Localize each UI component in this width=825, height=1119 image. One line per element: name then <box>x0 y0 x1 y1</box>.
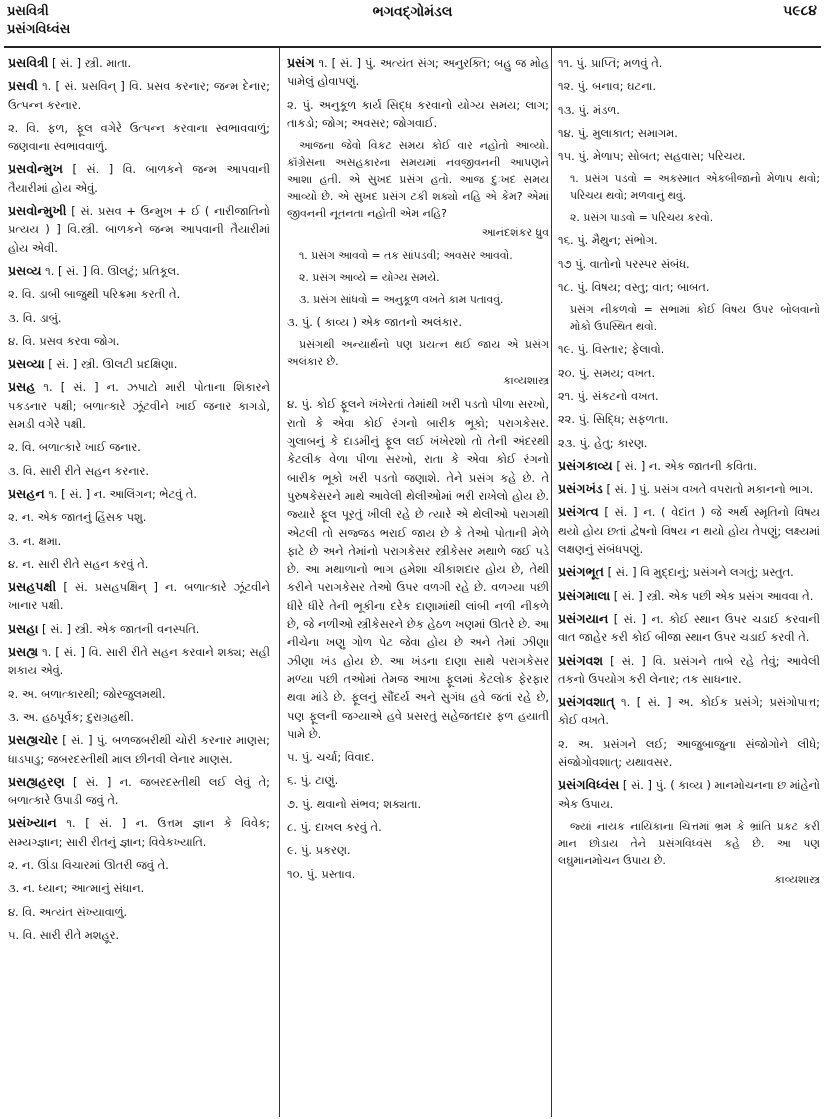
sense <box>8 119 270 156</box>
headword: પ્રસંગમાલા <box>558 587 611 603</box>
entry <box>8 355 270 373</box>
definition: [ સં. ] સ્ત્રી. એક પછી એક પ્રસંગ આવવા તે. <box>610 588 814 603</box>
entry <box>8 578 270 615</box>
headword: પ્રસંગવશાત્ <box>558 694 615 710</box>
column-divider-2 <box>551 48 552 1117</box>
definition: [ સં. ] ન. જબરદસ્તીથી લઈ લેવું તે; બળાત્કારે ઉપાડી જવું તે. <box>8 774 270 808</box>
headword: પ્રસવોન્મુખી <box>8 203 67 219</box>
definition: ૨. અ. પ્રસંગને લઈ; આજુબાજુના સંજોગોને લીધે; સંજોગોવશાત્; યથાવસર. <box>558 736 820 770</box>
headword: પ્રસહ્યચોર <box>8 732 58 748</box>
definition: ૪. વિ. અત્યંત સંખ્યાવાળું. <box>8 904 128 919</box>
sense <box>558 735 820 772</box>
headword: પ્રસંગત્વ <box>558 504 599 520</box>
entry <box>8 378 270 433</box>
definition: [ સં. ] ન. એક જાતની કવિતા. <box>612 458 758 473</box>
sense: ૭. પું. થવાનો સંભવ; શક્યતા. <box>287 796 422 811</box>
definition: ૨. વિ. ડાબી બાજુથી પરિક્રમા કરતી તે. <box>8 287 181 302</box>
usage: ૨. પ્રસંગ પાડવો = પરિચય કરવો. <box>570 211 714 225</box>
usage: ૨. પ્રસંગ આવ્યે = યોગ્ય સમયે. <box>299 271 440 285</box>
headword: પ્રસવિત્રી <box>8 55 49 70</box>
definition: ૨. ન. ઊંડા વિચારમાં ઊતરી જવું તે. <box>8 857 169 872</box>
headword: પ્રસંગભૂત <box>558 564 604 580</box>
sense: ૧૩. પું. મંડળ. <box>558 102 620 117</box>
entry <box>8 262 270 280</box>
quotation: જ્યાં નાયક નાયિકાના ચિત્તમાં ભ્રમ કે ભ્રાંતિ પ્રકટ કરી માન છોડાય તેને પ્રસંગવિધ્વંસ કહે છે. આ પણ લઘુમાનમોચન ઉપાય છે. <box>558 819 820 867</box>
definition: ૩. વિ. સારી રીતે સહન કરનાર. <box>8 463 149 478</box>
definition: [ સં. ] પું. બળજબરીથી ચોરી કરનાર માણસ; ધાડપાડુ; જબરદસ્તીથી માલ છીનવી લેનાર માણસ. <box>8 733 270 766</box>
usage: ૧. પ્રસંગ આવવો = તક સાંપડવી; અવસર આવવો. <box>299 249 513 263</box>
sense <box>8 903 270 921</box>
sense: ૪. પું. કોઈ ફૂલને ખંખેરતાં તેમાંથી ખરી પડતો પીળા સરખો, રાતો કે એવા કોઈ રંગનો બારીક ભૂકો; પરાગકેસર. ગુલાબનું કે દાડમીનું ફૂલ લઈ ખંખેરશો તો તેની અંદરથી કેટલીક વેળા પીળા સરખો, રાતા કે એવા કોઈ રંગનો બારીક ભૂકો ખરી પડતો જણાશે. તેને પ્રસંગ કહે છે. તે પુરુષકેસરને માથે આવેલી થેલીઓમાં ભરી રાખેલો હોય છે. જ્યારે ફૂલ પૂરતું ખીલી રહે છે ત્યારે એ થેલીઓ પરાગથી એટલી તો સજ્જડ ભરાઈ જાય છે કે તેઓ પોતાની મેળે ફાટે છે અને તેમાંનો પરાગકેસર સ્ત્રીકેસર મથાળે જઈ પડે છે. આ મથાળાનો ભાગ હમેશા ચીકાશદાર હોય છે, તેથી કરીને પરાગકેસર તેઓ ઉપર વળગી રહે છે. વળગ્યા પછી ધીરે ધીરે તેની ભૂકીના દરેક દાણામાંથી લાંબી નળી નીકળે છે, જે નળીઓ સ્ત્રીકેસરને છેક હેઠળ ખણમાં ઊતરે છે. આ નીચેના ખણુ ગોળ પેટ જેવા હોય છે અને તેમાં ઝીણા ઝીણા ખંડ હોય છે. આ ખંડના દાણા સાથે પરાગકેસર મળ્યા પછી તઓમાં તેમજ આખા ફૂલમાં કેટલોક ફેરફાર થવા માંડે છે. ફૂલનું સૌંદર્ય અને સુગંધ હવે જતાં રહે છે, પણ ફૂલની જગ્યાએ હવે પ્રસરતું સહેજતદાર ફળ હયાતી પામે છે. <box>287 397 549 741</box>
headword: પ્રસવી <box>8 78 38 94</box>
entry <box>8 643 270 680</box>
sense: ૧૫. પું. મેળાપ; સોબત; સહવાસ; પરિચય. <box>558 149 746 164</box>
column-2 <box>287 54 549 1115</box>
quotation: આજના જેવો વિકટ સમય કોઈ વાર નહોતો આવ્યો. કૉંગ્રેસના અસહકારના સમયમાં નવજીવનની આપણને આશા હતી. એ સુખદ પ્રસંગ હતો. આજ દુઃખદ સમય આવ્યો છે. એ સુખદ પ્રસંગ ટકી શક્યો નહિ એ કેમ? એમાં જીવનની નૂતનતા નહોતી એમ નહિ? <box>287 139 549 221</box>
sense: ૩. પું. ( કાવ્ય ) એક જાતનો અલંકાર. <box>287 315 462 330</box>
definition: ૧. [ સં. ] અ. કોઈક પ્રસંગે; પ્રસંગોપાત્ત; કોઈ વખતે. <box>558 695 820 728</box>
sense-list <box>558 54 820 165</box>
entry <box>8 620 270 638</box>
sense <box>8 438 270 456</box>
entry <box>558 652 820 689</box>
sense <box>8 462 270 480</box>
sense: ૨૨. પું. સિદ્ધિ; સફળતા. <box>558 412 669 427</box>
column-1 <box>8 54 270 1115</box>
headword: પ્રસંગવશ <box>558 652 604 668</box>
entry <box>558 480 820 498</box>
sense: ૬. પું. ટાણું. <box>287 773 339 788</box>
header-title: ભગવદ્ગોમંડલ <box>372 4 453 20</box>
definition: [ સં. ] ન. કોઈ સ્થાન ઉપર ચડાઈ કરવાની વાત જાહેર કરી કોઈ બીજા સ્થાન ઉપર ચડાઈ કરવી તે. <box>558 611 820 645</box>
sense <box>8 708 270 726</box>
sense: ૧૬. પું. મૈથુન; સંભોગ. <box>558 233 658 248</box>
sense: ૧૨. પું. બનાવ; ઘટના. <box>558 79 657 94</box>
sense: ૧૭ પું. વાતોનો પરસ્પર સંબંધ. <box>558 256 690 271</box>
sense <box>8 555 270 573</box>
definition: [ સં. પ્રસવ + ઉન્મુખ + ઈ ( નારીજાતિનો પ્રત્યય ) ] વિ.સ્ત્રી. બાળકને જન્મ આપવાની તૈયારીમાં હોય એવી. <box>8 204 270 255</box>
definition: ૧. [ સં. ] વિ. ઊલટું; પ્રતિકૂલ. <box>41 263 180 278</box>
sense: ૧૦. પું. પ્રસ્તાવ. <box>287 866 356 881</box>
entry <box>8 160 270 197</box>
usage: પ્રસંગ નીકળવો = સભામાં કોઈ વિષય ઉપર બોલવાનો મોકો ઉપસ્થિત થવો. <box>570 303 820 334</box>
entry <box>8 54 270 72</box>
definition: ૧. [ સં. પ્રસવિન્ ] વિ. પ્રસવ કરનાર; જન્મ દેનાર; ઉત્પન્ન કરનાર. <box>8 79 270 112</box>
usage: ૩. પ્રસંગ સાંધવો = અનુકૂળ વખતે કામ પતાવવું. <box>299 293 504 307</box>
definition: ૧. [ સં. ] ન. ઉત્તમ જ્ઞાન કે વિવેક; સમ્યગ્જ્ઞાન; સારી રીતનું જ્ઞાન; વિવેકખ્યાતિ. <box>8 816 270 849</box>
header-rule <box>4 46 821 48</box>
definition: [ સં. પ્રસહપક્ષિન્ ] ન. બળાત્કારે ઝૂંટવીને ખાનાર પક્ષી. <box>8 580 270 613</box>
column-divider-1 <box>279 48 280 1117</box>
definition: [ સં. ] સ્ત્રી. માતા. <box>48 56 132 70</box>
sense: ૨૦. પું. સમય; વખત. <box>558 365 656 380</box>
headword: પ્રસહ <box>8 379 36 395</box>
sense: ૮. પું. દાખલ કરવું તે. <box>287 820 382 835</box>
definition: [ સં. ] સ્ત્રી. એક જાતની વનસ્પતિ. <box>38 621 200 636</box>
definition: ૩. ન. ધ્યાન; આત્માનું સંધાન. <box>8 881 145 896</box>
entry <box>558 693 820 730</box>
page-number: ૫૯૮૪ <box>783 3 817 19</box>
definition: [ સં. ] સ્ત્રી. ઊલટી પ્રદક્ષિણા. <box>44 357 178 372</box>
definition: ૨. ન. એક જાતનું હિંસક પશુ. <box>8 510 147 525</box>
entry <box>8 773 270 810</box>
entry <box>8 77 270 114</box>
headword: પ્રસંગવિધ્વંસ <box>558 777 620 793</box>
definition: [ સં. ] પું. પ્રસંગ વખતે વપરાતો મકાનનો ભાગ. <box>602 482 814 497</box>
definition: ૩. ન. ક્ષમા. <box>8 533 62 548</box>
headword: પ્રસંગયાન <box>558 610 609 626</box>
headword: પ્રસહ્યહરણ <box>8 773 65 789</box>
entry <box>287 54 549 91</box>
sense: ૫. પું. ચર્ચા; વિવાદ. <box>287 750 375 765</box>
entry <box>558 610 820 647</box>
sense <box>8 926 270 944</box>
definition: ૪. ન. સારી રીતે સહન કરવું તે. <box>8 556 149 571</box>
entry <box>8 202 270 257</box>
quotation-source: કાવ્યશાસ્ત્ર <box>503 374 549 388</box>
quotation-source: કાવ્યશાસ્ત્ર <box>774 872 820 886</box>
sense: ૧૪. પું. મુલાકાત; સમાગમ. <box>558 125 678 140</box>
sense: ૧૧. પું. પ્રાપ્તિ; મળવું તે. <box>558 56 663 70</box>
definition: [ સં. ] વિ. પ્રસંગને તાબે રહે તેવું; આવેલી તકનો ઉપયોગ કરી લેનાર; તક સાધનાર. <box>558 653 820 686</box>
sense: ૧૮. પું. વિષય; વસ્તુ; વાત; બાબત. <box>558 280 710 295</box>
sense <box>8 856 270 874</box>
headword: પ્રસંગ <box>287 55 315 70</box>
definition: ૩. વિ. ડાબું. <box>8 310 62 325</box>
definition: ૧. [ સં. ] ન. આલિંગન; ભેટવું તે. <box>44 486 198 501</box>
headword: પ્રસહપક્ષી <box>8 579 57 595</box>
definition: ૪. વિ. પ્રસવ કરવા જોગ. <box>8 333 120 348</box>
entry <box>558 503 820 558</box>
entry <box>8 731 270 768</box>
sense: ૯. પું. પ્રકરણ. <box>287 843 351 858</box>
definition: [ સં. ] વિ. બાળકને જન્મ આપવાની તૈયારીમાં હોય એવું. <box>8 162 270 195</box>
headword: પ્રસંગકાવ્ય <box>558 457 613 473</box>
entry <box>558 457 820 475</box>
entry <box>558 563 820 581</box>
headword: પ્રસહા <box>8 620 39 636</box>
column-3 <box>558 54 820 1115</box>
sense-list <box>558 340 820 451</box>
definition: [ સં. ] વિ મુદ્દાનું; પ્રસંગને લગતું; પ્રસ્તુત. <box>604 565 794 580</box>
sense <box>8 309 270 327</box>
definition: ૨. વિ. ફળ, ફૂલ વગેરે ઉત્પન્ન કરવાના સ્વભાવવાળું; જણવાના સ્વભાવવાળું. <box>8 120 270 154</box>
sense-list <box>558 231 820 296</box>
entry <box>8 485 270 503</box>
definition: ૧. [ સં. ] વિ. સારી રીતે સહન કરવાને શક્ય; સહી શકાય એવું. <box>8 645 270 678</box>
headword: પ્રસંખ્યાન <box>8 815 57 831</box>
quotation: પ્રસંગથી અન્યાર્થનો પણ પ્રયત્ન થઈ જાય એ પ્રસંગ અલંકાર છે. <box>287 338 549 369</box>
definition: ૨. અ. બળાત્કારથી; જોરજુલમથી. <box>8 686 166 701</box>
sense <box>8 879 270 897</box>
definition: ૫. વિ. સારી રીતે મશહૂર. <box>8 927 120 942</box>
sense: ૧૯. પું. વિસ્તાર; ફેલાવો. <box>558 342 665 357</box>
entry-list <box>558 457 820 813</box>
sense <box>8 285 270 303</box>
headword: પ્રસવ્ય <box>8 262 42 278</box>
sense: ૨૩. પું. હેતુ; કારણ. <box>558 435 648 450</box>
sense: ૨. પું. અનુકૂળ કાર્ય સિદ્ધ કરવાનો યોગ્ય સમય; લાગ; તાકડો; જોગ; અવસર; જોગવાઈ. <box>287 97 549 130</box>
header-first-headword: પ્રસવિત્રી <box>7 4 49 19</box>
page-header <box>0 0 825 52</box>
sense <box>8 332 270 350</box>
entry <box>8 814 270 851</box>
sense: ૨૧. પું. સંકટનો વખત. <box>558 388 659 403</box>
header-last-headword: પ્રસંગવિધ્વંસ <box>7 22 71 37</box>
quotation-author: આનંદશંકર ધ્રુવ <box>481 226 549 240</box>
definition: ૩. અ. હઠપૂર્વક; દુરાગ્રહથી. <box>8 709 134 724</box>
headword: પ્રસવોન્મુખ <box>8 161 63 177</box>
headword: પ્રસહન <box>8 485 45 501</box>
entry <box>558 776 820 813</box>
definition: [ સં. ] ન. ( વેદાંત ) જે અર્થ સ્મૃતિનો વિષય થયો હોય છતાં દ્વેષનો વિષય ન થયો હોય તેપણું; લક્ષ્યમાં લક્ષણનું સંબંધપણું. <box>558 505 820 557</box>
definition: ૧. [ સં. ] પું. અત્યંત સંગ; અનુરક્તિ; બહુ જ મોહ પામેલું હોવાપણું. <box>287 56 549 89</box>
headword: પ્રસહ્ય <box>8 644 39 660</box>
sense <box>8 532 270 550</box>
definition: ૧. [ સં. ] ન. ઝપાટો મારી પોતાના શિકારને પકડનાર પક્ષી; બળાત્કારે ઝૂંટવીને ખાઈ જનાર કાગડો, સમડી વગેરે પક્ષી. <box>8 380 270 432</box>
entry <box>558 587 820 605</box>
definition: [ સં. ] પું. ( કાવ્ય ) માનમોચનના છ માંહેનો એક ઉપાય. <box>558 778 820 811</box>
headword: પ્રસવ્યા <box>8 356 45 372</box>
definition: ૨. વિ. બળાત્કારે ખાઈ જનાર. <box>8 440 141 455</box>
sense <box>8 508 270 526</box>
sense <box>8 685 270 703</box>
sense-list <box>287 748 549 883</box>
usage: ૧. પ્રસંગ પડવો = અકસ્માત એકબીજાનો મેળાપ થવો; પરિચય થવો; મળવાનું થવું. <box>570 172 820 203</box>
headword: પ્રસંગખંડ <box>558 481 603 497</box>
